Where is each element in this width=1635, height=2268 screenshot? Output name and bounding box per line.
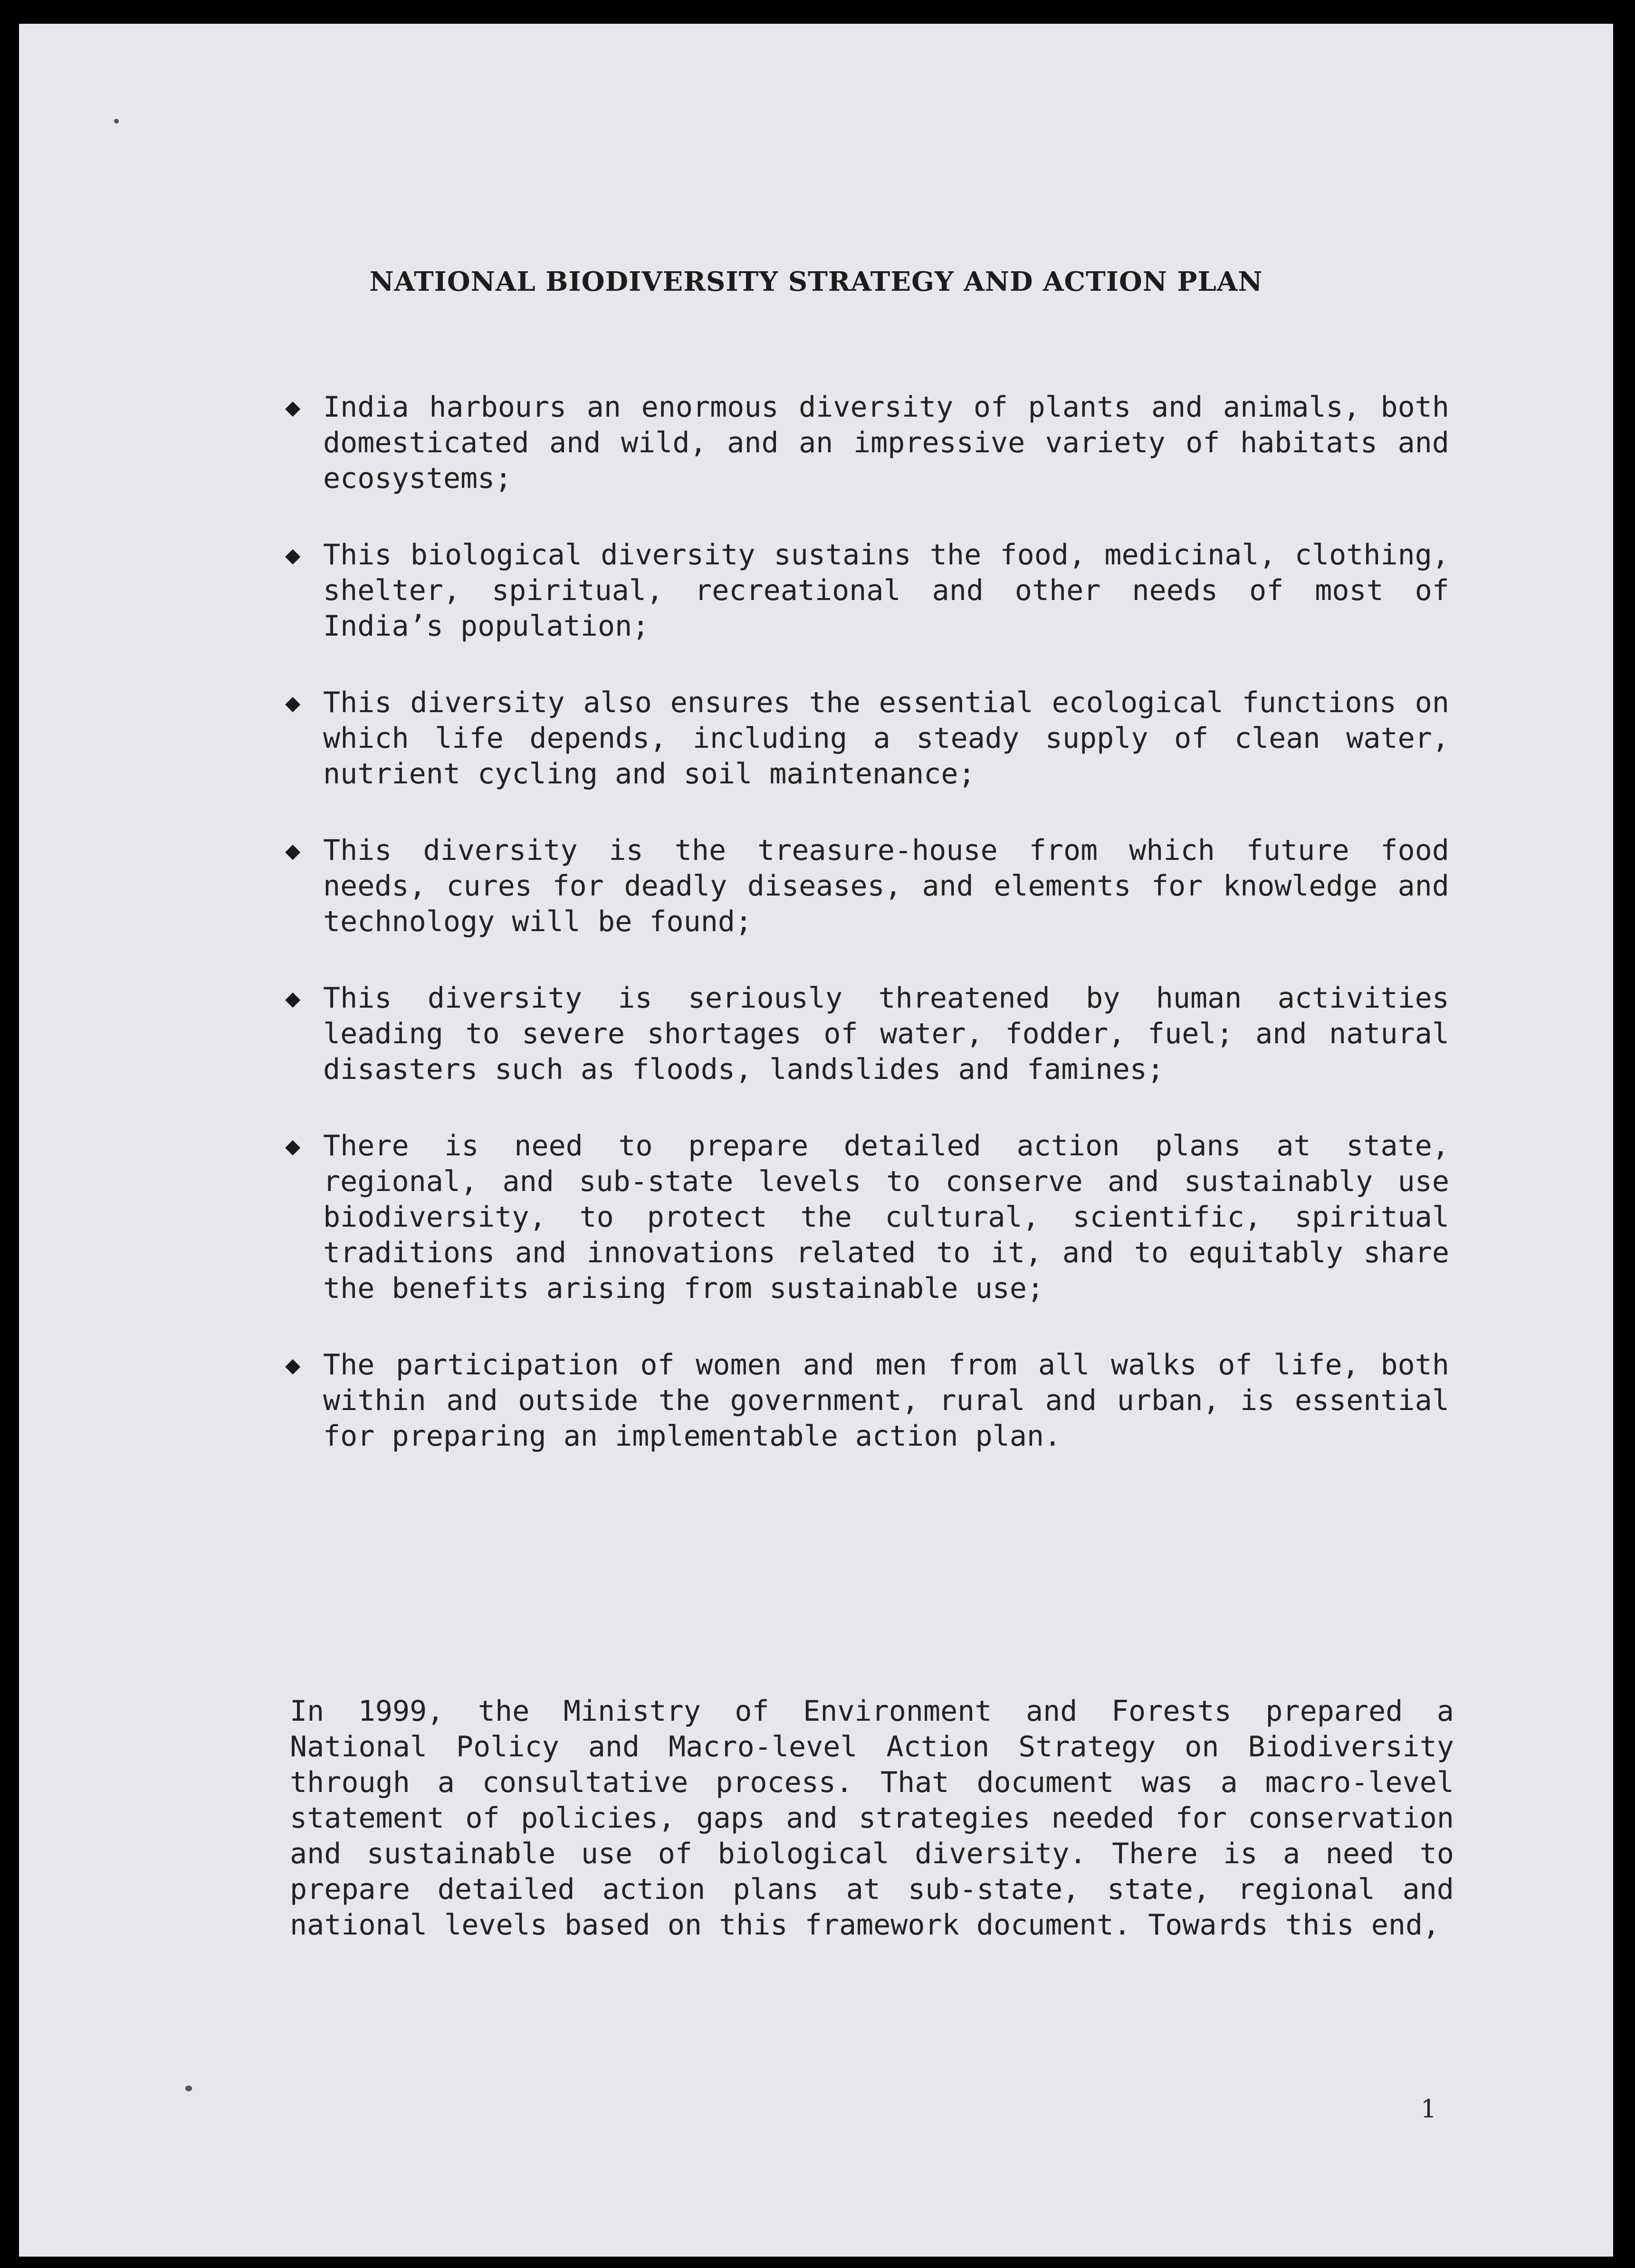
bullet-item [271, 685, 1449, 792]
bullet-item [271, 1347, 1449, 1454]
page-number: 1 [1421, 2095, 1437, 2124]
bullet-item [271, 537, 1449, 644]
bullet-text: This biological diversity sustains the food, medicinal, clothing, shelter, spiritual, recreational and other needs of most of India’s population; [323, 538, 1449, 643]
bullet-text: The participation of women and men from all walks of life, both within and outside the government, rural and urban, is essential for preparing an implementable action plan. [323, 1348, 1449, 1453]
bullet-item [271, 390, 1449, 496]
diamond-icon: ◆ [285, 396, 301, 419]
paper-speck [114, 119, 119, 124]
diamond-icon: ◆ [285, 1134, 301, 1158]
diamond-icon: ◆ [285, 839, 301, 862]
page-title: NATIONAL BIODIVERSITY STRATEGY AND ACTION PLAN [369, 266, 1263, 297]
paper-speck [185, 2086, 192, 2091]
bullet-text: There is need to prepare detailed action plans at state, regional, and sub-state levels to conserve and sustainably use biodiversity, to protect the cultural, scientific, spiritual traditions and innovations related to it, and to equitably share the benefits arising from sustainable use; [323, 1129, 1449, 1305]
diamond-icon: ◆ [285, 1353, 301, 1377]
bullet-item [271, 1128, 1449, 1306]
closing-paragraph: In 1999, the Ministry of Environment and Forests prepared a National Policy and Macro-level Action Strategy on Biodiversity through a consultative process. That document was a macro-level statement of policies, gaps and strategies needed for conservation and sustainable use of biological diversity. There is a need to prepare detailed action plans at sub-state, state, regional and national levels based on this framework document. Towards this end, [290, 1695, 1454, 1942]
bullet-item [271, 833, 1449, 940]
diamond-icon: ◆ [285, 987, 301, 1010]
diamond-icon: ◆ [285, 543, 301, 567]
diamond-icon: ◆ [285, 691, 301, 715]
bullet-item [271, 981, 1449, 1087]
bullet-text: India harbours an enormous diversity of plants and animals, both domesticated and wild, and an impressive variety of habitats and ecosystems; [323, 391, 1449, 495]
document-page [19, 24, 1613, 2257]
bullet-text: This diversity is seriously threatened by human activities leading to severe shortages of water, fodder, fuel; and natural disasters such as floods, landslides and famines; [323, 982, 1449, 1086]
bullet-list [271, 390, 1449, 1495]
bullet-text: This diversity is the treasure-house from which future food needs, cures for deadly diseases, and elements for knowledge and technology will be found; [323, 834, 1449, 938]
bullet-text: This diversity also ensures the essential ecological functions on which life depends, including a steady supply of clean water, nutrient cycling and soil maintenance; [323, 686, 1449, 791]
